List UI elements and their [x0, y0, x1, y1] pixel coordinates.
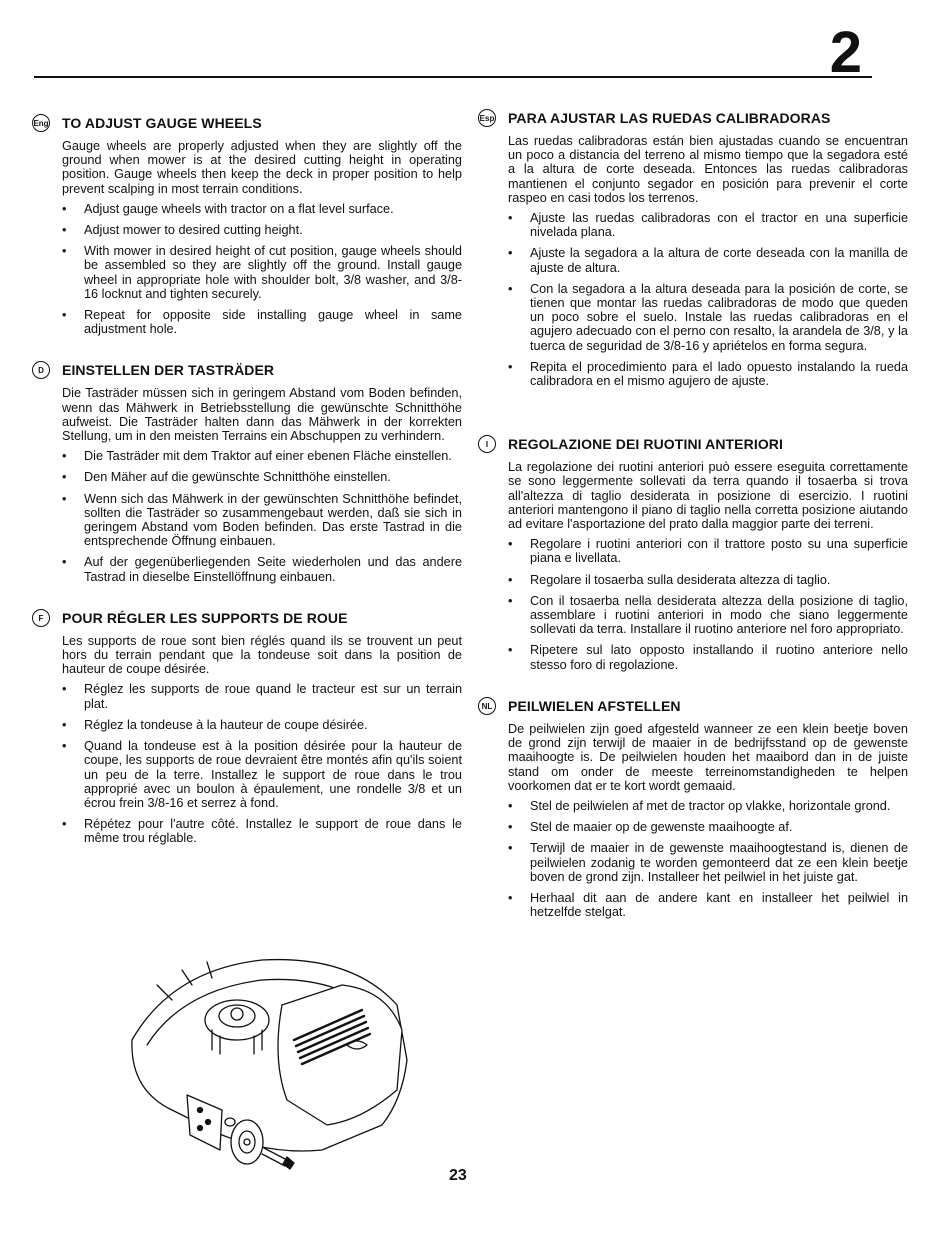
page-number: 23	[449, 1167, 467, 1184]
section-title: PEILWIELEN AFSTELLEN	[508, 697, 681, 714]
list-item: • Repeat for opposite side installing gauge wheel in same adjustment hole.	[62, 308, 462, 337]
section-fr	[38, 609, 462, 846]
list-item: • Herhaal dit aan de andere kant en installeer het peilwiel in hetzelfde stelgat.	[508, 890, 908, 920]
list-item: • Ajuste las ruedas calibradoras con el tractor en una superficie nivelada plana.	[508, 211, 908, 240]
list-item: • Ajuste la segadora a la altura de corte deseada con la manilla de ajuste de altura.	[508, 246, 908, 275]
list-item: • Adjust gauge wheels with tractor on a flat level surface.	[62, 201, 394, 216]
section-it	[485, 436, 908, 672]
list-item: • Stel de maaier op de gewenste maaihoogte af.	[508, 820, 793, 835]
left-column	[33, 115, 462, 872]
section-heading	[478, 698, 908, 716]
list-item: • Terwijl de maaier in de gewenste maaihoogtestand is, dienen de peilwielen zodanig te worden gemonteerd dat ze een klein beetje boven de grond zijn. Installeer het peilwiel in het juiste gat.	[508, 841, 908, 884]
section-intro: Die Tasträder müssen sich in geringem Abstand vom Boden befinden, wenn das Mähwerk in Betriebsstellung die gewünschte Schnitthöhe aufweist. Die Tasträder halten dann das Mähwerk in der korrekten Stellung, um in den meisten Terrains ein Abschuppen zu verhindern.	[62, 386, 462, 444]
section-heading	[32, 115, 462, 133]
section-heading	[32, 362, 462, 380]
list-item: • Wenn sich das Mähwerk in der gewünschten Schnitthöhe befindet, sollten die Tasträder so zusammengebaut werden, daß sie sich in geringem Abstand vom Boden befinden. Das erste Tastrad in die entsprechende Öffnung einbauen.	[62, 491, 462, 549]
list-item: • Adjust mower to desired cutting height.	[62, 223, 303, 238]
section-intro: Las ruedas calibradoras están bien ajustadas cuando se encuentran un poco a distancia del terreno al mismo tiempo que la segadora esté a la altura de corte deseada. Entonces las ruedas calibradoras mantienen el conjunto segador en posición para prevenir el corte raspeo en casi todos los terrenos.	[508, 134, 908, 205]
section-title: PARA AJUSTAR LAS RUEDAS CALIBRADORAS	[508, 110, 831, 126]
section-nl	[481, 697, 908, 920]
list-item: • Réglez la tondeuse à la hauteur de coupe désirée.	[62, 717, 368, 732]
section-intro: La regolazione dei ruotini anteriori può essere eseguita correttamente se sono leggermente sollevati da terra quando il tosaerba si trova all'altezza di taglio desiderata in posizione di esercizio. I ruotini anteriori mantengono il piano di taglio nella corretta posizione aiutando ad evitare l'asportazione del prato dalla maggior parte dei terreni.	[508, 460, 908, 532]
section-title: REGOLAZIONE DEI RUOTINI ANTERIORI	[508, 436, 784, 453]
list-item: • Ripetere sul lato opposto installando il ruotino anteriore nello stesso foro di regolazione.	[508, 643, 908, 672]
list-item: • Auf der gegenüberliegenden Seite wiederholen und das andere Tastrad in dieselbe Einstellöffnung einbauen.	[62, 555, 462, 584]
section-intro: Les supports de roue sont bien réglés quand ils se trouvent un peut hors du terrain pendant que la tondeuse soit dans la position de hauteur de coupe désirée.	[62, 633, 462, 677]
section-heading	[478, 436, 908, 454]
language-badge-icon: Esp	[478, 109, 496, 127]
section-intro: De peilwielen zijn goed afgesteld wanneer ze een klein beetje boven de grond zijn terwijl de maaier in de bedrijfsstand op de gewenste maaihoogte is. De peilwielen houden het maaibord dan in de juiste stand om onder de meeste terreinomstandigheden te helpen voorkomen dat er te kort wordt gemaaid.	[508, 721, 908, 793]
section-title: TO ADJUST GAUGE WHEELS	[62, 115, 262, 131]
list-item: • Regolare il tosaerba sulla desiderata altezza di taglio.	[508, 572, 831, 587]
bullet-list	[62, 449, 462, 584]
header-rule	[34, 76, 872, 78]
section-heading	[32, 610, 462, 628]
chapter-number: 2	[829, 20, 862, 85]
section-title: POUR RÉGLER LES SUPPORTS DE ROUE	[62, 609, 348, 626]
bullet-list	[62, 202, 462, 337]
language-badge-icon: I	[478, 435, 496, 453]
bullet-list	[62, 682, 462, 845]
list-item: • Quand la tondeuse est à la position désirée pour la hauteur de coupe, les supports de roue devraient être montés afin qu'ils soient un peu de la terre. Installez le support de roue dans le trou approprié avec un boulon à épaulement, une rondelle 3/8 et un écrou frein 3/8-16 et serrez à fond.	[62, 739, 462, 810]
section-de	[38, 362, 462, 584]
list-item: • Réglez les supports de roue quand le tracteur est sur un terrain plat.	[62, 682, 462, 711]
list-item: • Den Mäher auf die gewünschte Schnitthöhe einstellen.	[62, 470, 391, 485]
list-item: • With mower in desired height of cut position, gauge wheels should be assembled so they are slightly off the ground. Install gauge wheel in appropriate hole with shoulder bolt, 3/8 washer, and 3/8-16 locknut and tighten securely.	[62, 244, 462, 301]
list-item: • Die Tasträder mit dem Traktor auf einer ebenen Fläche einstellen.	[62, 449, 452, 464]
bullet-list	[508, 537, 908, 672]
bullet-list	[508, 211, 908, 388]
language-badge-icon: D	[32, 361, 50, 379]
language-badge-icon: NL	[478, 697, 496, 715]
list-item: • Con la segadora a la altura deseada para la posición de corte, se tienen que montar las ruedas calibradoras de modo que queden un poco sobre el suelo. Instale las ruedas calibradoras en el agujero adecuado con el perno con resalto, la arandela de 3/8, y la tuerca de seguridad de 3/8-16 y apriételos en forma segura.	[508, 281, 908, 353]
section-heading	[478, 110, 908, 128]
right-column	[479, 110, 908, 945]
section-en	[33, 115, 462, 337]
language-badge-icon: F	[32, 609, 50, 627]
gauge-wheel-illustration	[112, 950, 412, 1170]
section-es	[479, 110, 908, 389]
list-item: • Con il tosaerba nella desiderata altezza della posizione di taglio, assemblare i ruotini anteriori in modo che siano leggermente sollevati da terra. Installare il ruotino anteriore nel foro appropriato.	[508, 593, 908, 637]
language-badge-icon: Eng	[32, 114, 50, 132]
section-intro: Gauge wheels are properly adjusted when they are slightly off the ground when mower is at the desired cutting height in operating position. Gauge wheels then keep the deck in proper position to help prevent scalping in most terrain conditions.	[62, 139, 462, 196]
section-title: EINSTELLEN DER TASTRÄDER	[62, 362, 275, 379]
list-item: • Regolare i ruotini anteriori con il trattore posto su una superficie piana e livellata.	[508, 537, 908, 566]
list-item: • Répétez pour l'autre côté. Installez le support de roue dans le même trou réglable.	[62, 817, 462, 846]
list-item: • Stel de peilwielen af met de tractor op vlakke, horizontale grond.	[508, 798, 891, 813]
list-item: • Repita el procedimiento para el lado opuesto instalando la rueda calibradora en el mismo agujero de ajuste.	[508, 359, 908, 389]
bullet-list	[508, 799, 908, 919]
